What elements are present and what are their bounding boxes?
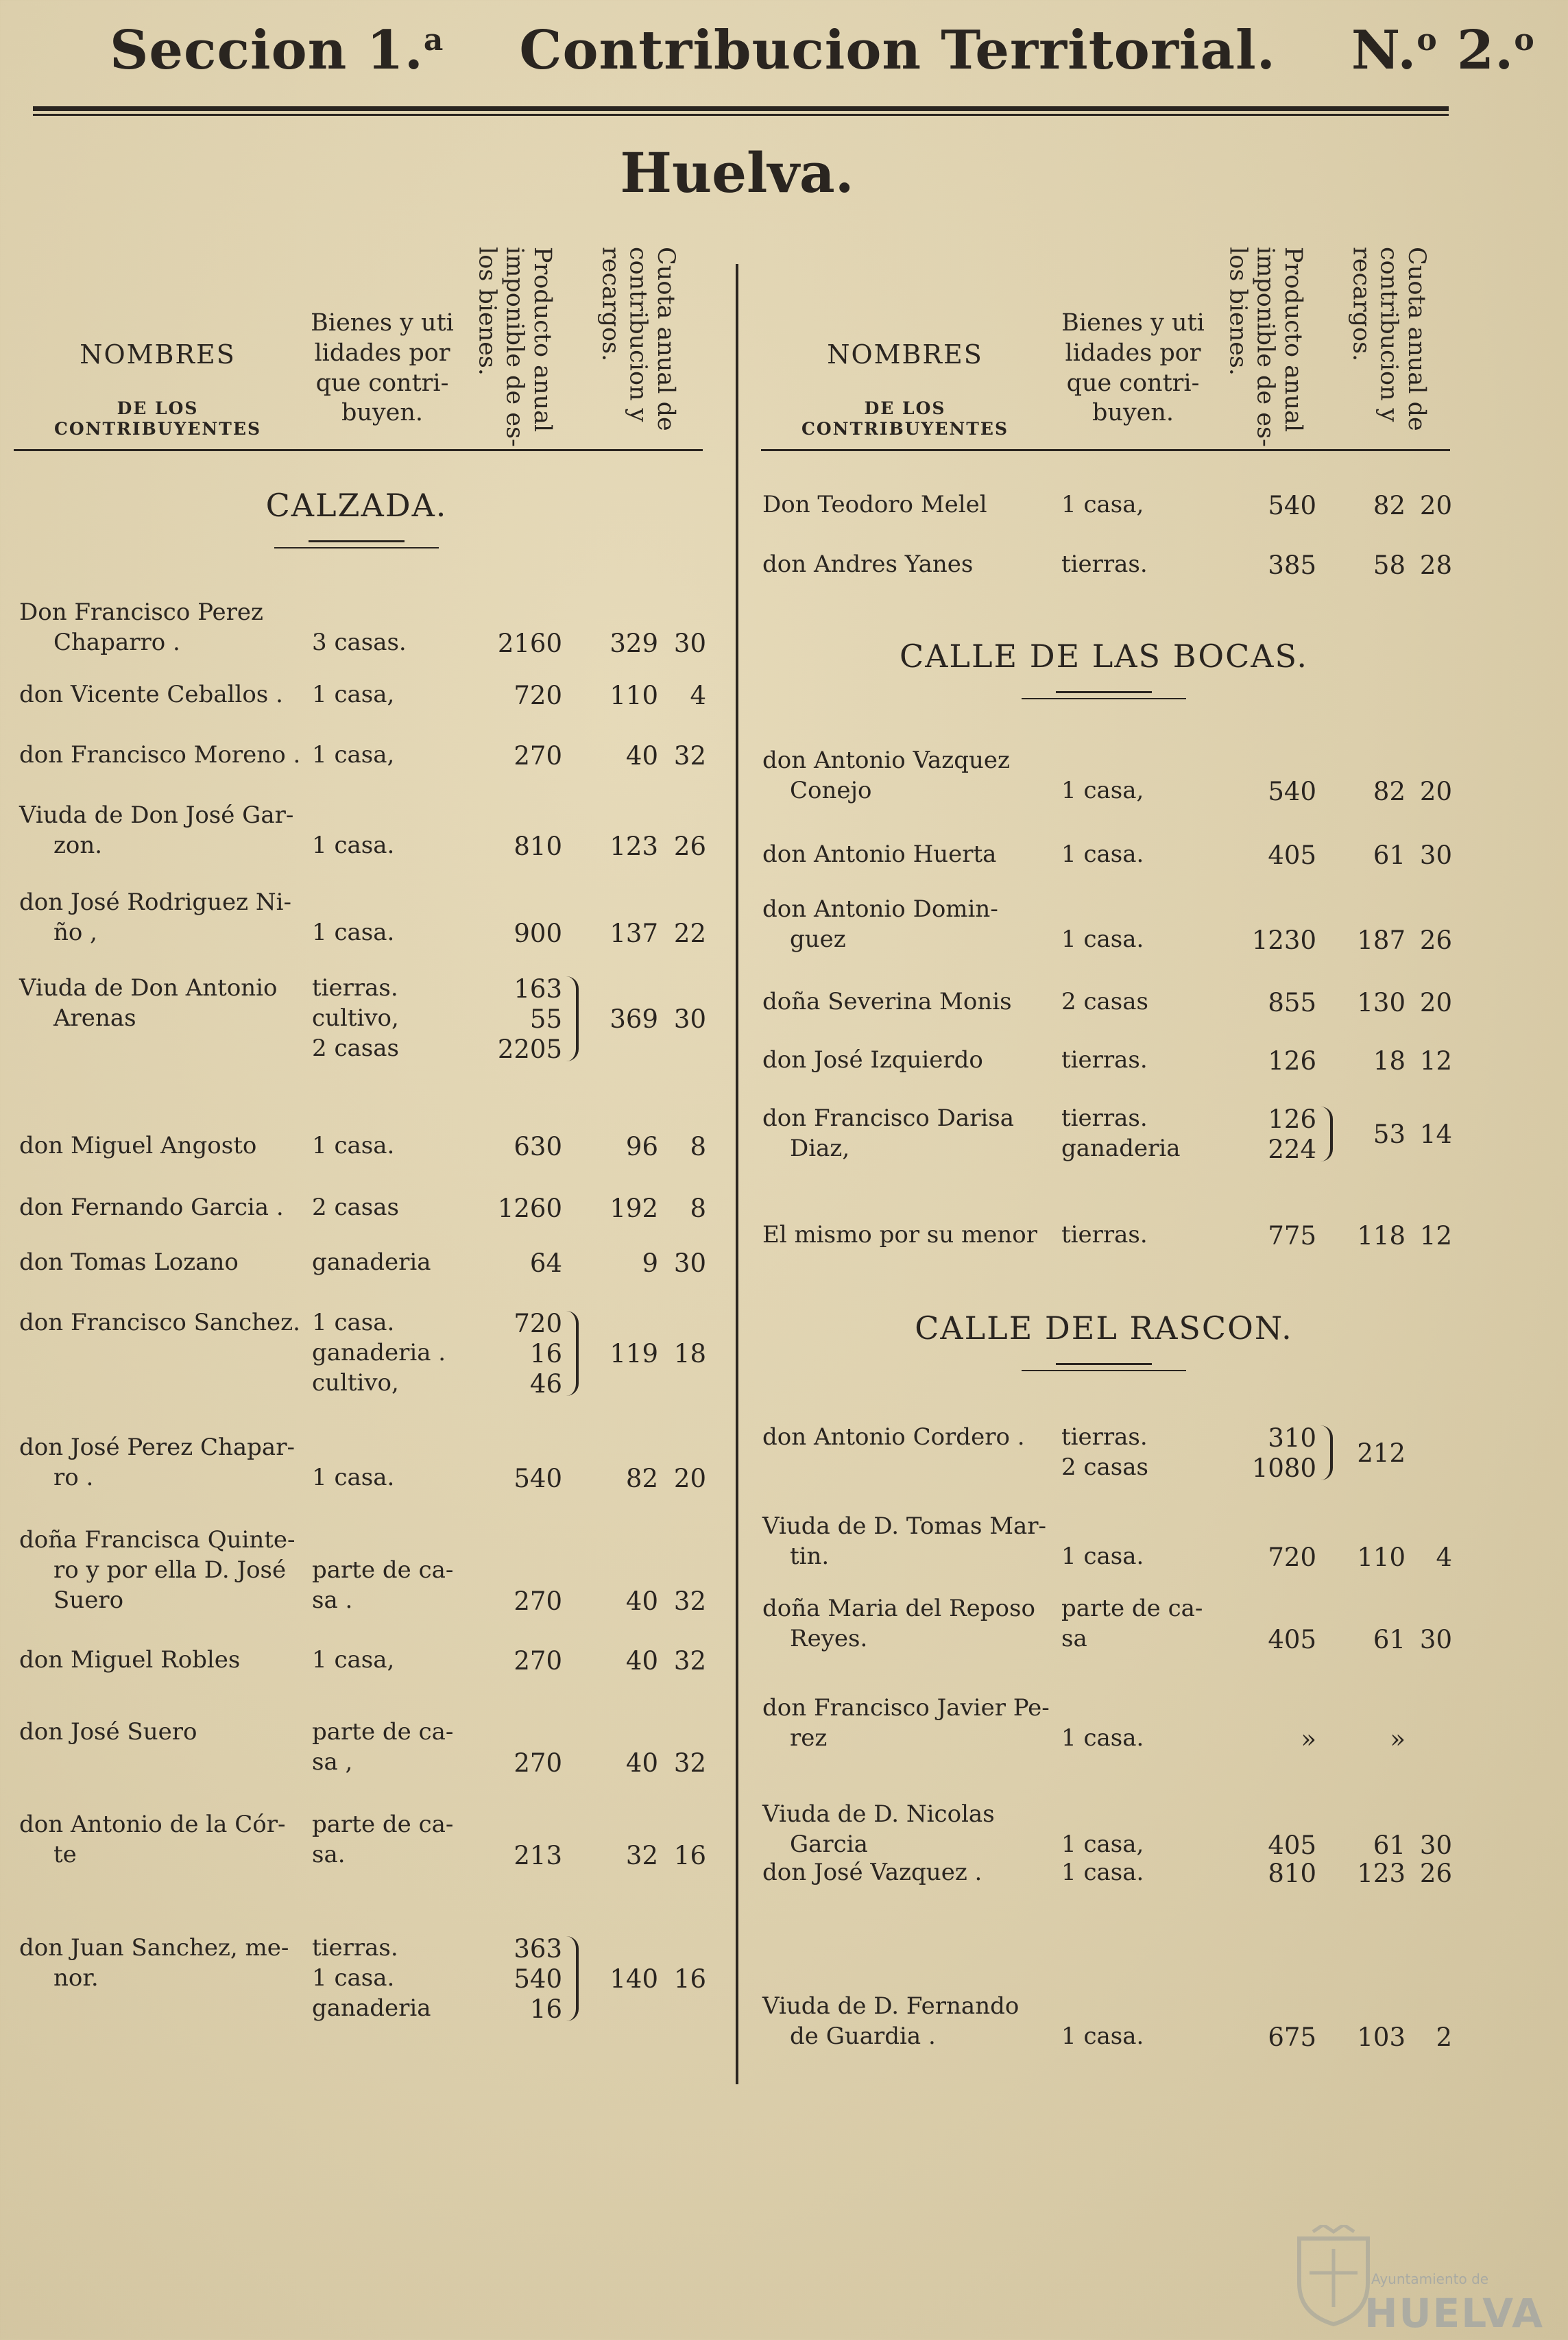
producto-value: 64 <box>529 1249 562 1278</box>
contribuyente-name: Viuda de D. Fernando <box>762 1992 1020 2020</box>
contribuyente-name: Chaparro . <box>53 629 180 656</box>
producto-value: 720 <box>1268 1543 1316 1572</box>
producto-value: » <box>1301 1724 1316 1754</box>
producto-value: 540 <box>1268 491 1316 520</box>
producto-value: 775 <box>1268 1221 1316 1251</box>
left-nombres-header <box>14 339 302 439</box>
bien-description: 3 casas. <box>312 629 407 656</box>
contribucion-label: Contribucion Territorial. <box>519 19 1276 82</box>
cuota-amount: 61 <box>1373 1625 1406 1654</box>
bien-description: tierras. <box>312 1934 398 1962</box>
producto-value: 270 <box>514 741 562 771</box>
bien-description: 2 casas <box>312 1194 399 1221</box>
producto-value: 310 <box>1268 1423 1316 1453</box>
producto-value: 55 <box>529 1004 562 1034</box>
cuota-fraction: 8 <box>690 1132 706 1161</box>
cuota-fraction: 32 <box>673 741 706 771</box>
contribuyente-name: Viuda de Don Antonio <box>19 974 278 1002</box>
bien-description: 1 casa. <box>1061 2023 1144 2050</box>
bien-description: 1 casa. <box>312 1464 395 1491</box>
cuota-fraction: 4 <box>1436 1543 1452 1572</box>
producto-value: 1230 <box>1251 926 1316 955</box>
producto-value: 163 <box>514 974 562 1004</box>
section-ornament <box>274 547 439 548</box>
right-header-rule <box>761 449 1450 451</box>
cuota-fraction: 20 <box>673 1464 706 1493</box>
cuota-fraction: 16 <box>673 1964 706 1994</box>
producto-value: 855 <box>1268 988 1316 1017</box>
bien-description: 1 casa. <box>312 919 395 946</box>
cuota-fraction: 32 <box>673 1646 706 1676</box>
cuota-fraction: 20 <box>1419 777 1452 806</box>
cuota-amount: 40 <box>625 1748 658 1778</box>
cuota-amount: 192 <box>610 1194 658 1223</box>
cuota-amount: 40 <box>625 1587 658 1616</box>
bien-description: tierras. <box>1061 1221 1148 1249</box>
producto-value: 405 <box>1268 1831 1316 1860</box>
contribuyente-name: don Antonio Vazquez <box>762 747 1010 774</box>
document-title <box>110 19 1568 82</box>
contribuyente-name: Conejo <box>790 777 872 804</box>
contribuyente-name: nor. <box>53 1964 99 1992</box>
producto-value: 16 <box>529 1994 562 2024</box>
cuota-fraction: 20 <box>1419 988 1452 1017</box>
bien-description: tierras. <box>1061 1105 1148 1132</box>
cuota-amount: 103 <box>1357 2023 1406 2052</box>
watermark-subtitle: Ayuntamiento de <box>1371 2271 1489 2287</box>
cuota-amount: 123 <box>1357 1859 1406 1888</box>
contribuyente-name: don José Rodriguez Ni- <box>19 889 291 916</box>
cuota-fraction: 32 <box>673 1748 706 1778</box>
bien-description: 2 casas <box>1061 1454 1148 1481</box>
cuota-amount: 53 <box>1373 1120 1406 1149</box>
producto-value: 810 <box>514 832 562 861</box>
cuota-amount: 61 <box>1373 841 1406 870</box>
contribuyente-name: don Fernando Garcia . <box>19 1194 284 1221</box>
cuota-fraction: 30 <box>673 629 706 658</box>
contribuyente-name: Viuda de D. Tomas Mar- <box>762 1512 1047 1540</box>
bien-description: ganaderia <box>312 1249 431 1276</box>
bien-description: 1 casa. <box>1061 1859 1144 1886</box>
left-producto-header: Producto anual imponible de es- los bienes. <box>473 247 556 447</box>
cuota-fraction: 30 <box>1419 1831 1452 1860</box>
producto-value: 1260 <box>497 1194 562 1223</box>
cuota-fraction: 26 <box>673 832 706 861</box>
cuota-amount: 32 <box>625 1841 658 1870</box>
cuota-fraction: 30 <box>1419 841 1452 870</box>
bien-description: 1 casa. <box>312 1132 395 1159</box>
cuota-amount: 118 <box>1357 1221 1406 1251</box>
contribuyente-name: don Antonio de la Cór- <box>19 1811 286 1838</box>
bien-description: 1 casa, <box>312 1646 395 1674</box>
town-title: Huelva. <box>620 141 854 205</box>
cuota-fraction: 4 <box>690 681 706 710</box>
bien-description: sa . <box>312 1587 353 1614</box>
contribuyente-name: don Antonio Cordero . <box>762 1423 1025 1451</box>
producto-value: 126 <box>1268 1046 1316 1076</box>
producto-value: 405 <box>1268 1625 1316 1654</box>
contribuyente-name: don Andres Yanes <box>762 551 974 578</box>
contribuyente-name: doña Maria del Reposo <box>762 1595 1035 1622</box>
bien-description: cultivo, <box>312 1369 399 1397</box>
cuota-amount: 82 <box>1373 491 1406 520</box>
bien-description: sa , <box>312 1748 353 1776</box>
cuota-amount: 369 <box>610 1004 658 1034</box>
section-ornament <box>1056 691 1152 693</box>
bien-description: 1 casa, <box>1061 1831 1144 1858</box>
contribuyente-name: Garcia <box>790 1831 868 1858</box>
bien-description: ganaderia <box>1061 1135 1181 1162</box>
cuota-amount: 82 <box>1373 777 1406 806</box>
bien-description: 1 casa, <box>1061 491 1144 518</box>
bien-description: sa. <box>312 1841 346 1868</box>
bien-description: ganaderia . <box>312 1339 446 1366</box>
producto-value: 540 <box>1268 777 1316 806</box>
bien-description: 1 casa, <box>312 741 395 769</box>
producto-value: 405 <box>1268 841 1316 870</box>
producto-value: 385 <box>1268 551 1316 580</box>
cuota-fraction: 30 <box>673 1004 706 1034</box>
cuota-amount: » <box>1390 1724 1406 1754</box>
cuota-amount: 40 <box>625 741 658 771</box>
contribuyente-name: Viuda de D. Nicolas <box>762 1800 995 1828</box>
cuota-fraction: 12 <box>1419 1046 1452 1076</box>
numero-label: N.$^o$ 2.$^o$ <box>1351 19 1535 82</box>
producto-value: 16 <box>529 1339 562 1368</box>
bien-description: 1 casa. <box>312 1309 395 1336</box>
left-cuota-header: Cuota anual de contribucion y recargos. <box>596 247 679 431</box>
nombres-label: NOMBRES <box>80 339 236 370</box>
bien-description: 2 casas <box>312 1035 399 1062</box>
bien-description: 1 casa. <box>1061 1724 1144 1752</box>
header-rule <box>33 106 1449 111</box>
right-cuota-header: Cuota anual de contribucion y recargos. <box>1347 247 1430 431</box>
bien-description: tierras. <box>1061 551 1148 578</box>
bien-description: parte de ca- <box>1061 1595 1203 1622</box>
contribuyente-name: don Vicente Ceballos . <box>19 681 283 708</box>
bien-description: 2 casas <box>1061 988 1148 1015</box>
contribuyente-name: tin. <box>790 1543 830 1570</box>
producto-value: 270 <box>514 1748 562 1778</box>
contribuyente-name: don Francisco Moreno . <box>19 741 301 769</box>
right-producto-header: Producto anual imponible de es- los bienes. <box>1224 247 1307 447</box>
cuota-fraction: 30 <box>1419 1625 1452 1654</box>
section-heading: CALZADA. <box>265 487 448 524</box>
cuota-fraction: 16 <box>673 1841 706 1870</box>
cuota-amount: 58 <box>1373 551 1406 580</box>
contribuyente-name: ño , <box>53 919 97 946</box>
producto-value: 46 <box>529 1369 562 1399</box>
producto-value: 126 <box>1268 1105 1316 1134</box>
contribuyente-name: doña Francisca Quinte- <box>19 1526 295 1554</box>
right-bienes-header: Bienes y uti lidades por que contri- buyen. <box>1061 309 1205 427</box>
bien-description: 1 casa. <box>1061 926 1144 953</box>
left-header-rule <box>14 449 703 451</box>
contribuyente-name: ro . <box>53 1464 94 1491</box>
left-bienes-header: Bienes y uti lidades por que contri- buyen. <box>311 309 454 427</box>
seccion-label: Seccion 1.$^a$ <box>110 19 444 82</box>
contribuyente-name: don Antonio Domin- <box>762 895 998 923</box>
producto-value: 540 <box>514 1964 562 1994</box>
cuota-amount: 18 <box>1373 1046 1406 1076</box>
cuota-fraction: 8 <box>690 1194 706 1223</box>
contribuyente-name: don José Vazquez . <box>762 1859 982 1886</box>
bien-description: tierras. <box>312 974 398 1002</box>
producto-value: 2205 <box>497 1035 562 1064</box>
bien-description: tierras. <box>1061 1046 1148 1074</box>
producto-value: 540 <box>514 1464 562 1493</box>
bien-description: 1 casa, <box>312 681 395 708</box>
contribuyente-name: don José Perez Chapar- <box>19 1434 295 1461</box>
contribuyente-name: don José Suero <box>19 1718 197 1746</box>
header-rule-thin <box>33 114 1449 116</box>
cuota-fraction: 22 <box>673 919 706 948</box>
contribuyente-name: Don Teodoro Melel <box>762 491 987 518</box>
cuota-amount: 61 <box>1373 1831 1406 1860</box>
producto-value: 900 <box>514 919 562 948</box>
contribuyente-name: don Miguel Angosto <box>19 1132 257 1159</box>
contribuyente-name: don Miguel Robles <box>19 1646 241 1674</box>
contribuyente-name: don Francisco Javier Pe- <box>762 1694 1050 1722</box>
producto-value: 720 <box>514 681 562 710</box>
contribuyente-name: zon. <box>53 832 103 859</box>
section-ornament <box>1022 1370 1186 1371</box>
section-ornament <box>309 540 405 542</box>
cuota-amount: 110 <box>1357 1543 1406 1572</box>
bien-description: parte de ca- <box>312 1718 454 1746</box>
contribuyente-name: rez <box>790 1724 828 1752</box>
cuota-fraction: 26 <box>1419 926 1452 955</box>
cuota-amount: 130 <box>1357 988 1406 1017</box>
cuota-fraction: 28 <box>1419 551 1452 580</box>
cuota-fraction: 30 <box>673 1249 706 1278</box>
producto-value: 630 <box>514 1132 562 1161</box>
cuota-amount: 40 <box>625 1646 658 1676</box>
cuota-amount: 96 <box>625 1132 658 1161</box>
bien-description: parte de ca- <box>312 1811 454 1838</box>
cuota-amount: 123 <box>610 832 658 861</box>
column-divider <box>736 264 738 2084</box>
bien-description: tierras. <box>1061 1423 1148 1451</box>
contribuyente-name: Suero <box>53 1587 124 1614</box>
cuota-amount: 9 <box>642 1249 658 1278</box>
contribuyente-name: El mismo por su menor <box>762 1221 1038 1249</box>
producto-value: 224 <box>1268 1135 1316 1164</box>
producto-value: 270 <box>514 1646 562 1676</box>
contribuyentes-label: DE LOS CONTRIBUYENTES <box>54 398 261 439</box>
cuota-fraction: 2 <box>1436 2023 1452 2052</box>
contribuyente-name: Diaz, <box>790 1135 850 1162</box>
cuota-fraction: 26 <box>1419 1859 1452 1888</box>
bien-description: 1 casa. <box>312 832 395 859</box>
cuota-amount: 140 <box>610 1964 658 1994</box>
producto-value: 1080 <box>1251 1454 1316 1483</box>
producto-value: 213 <box>514 1841 562 1870</box>
bien-description: 1 casa, <box>1061 777 1144 804</box>
contribuyente-name: don Juan Sanchez, me- <box>19 1934 289 1962</box>
page-header <box>0 0 1568 137</box>
contribuyente-name: Viuda de Don José Gar- <box>19 801 294 829</box>
cuota-amount: 187 <box>1357 926 1406 955</box>
cuota-amount: 110 <box>610 681 658 710</box>
cuota-fraction: 20 <box>1419 491 1452 520</box>
right-nombres-header: NOMBRES DE LOS CONTRIBUYENTES <box>801 339 1009 439</box>
bien-description: parte de ca- <box>312 1556 454 1584</box>
cuota-amount: 212 <box>1357 1438 1406 1468</box>
contribuyente-name: guez <box>790 926 846 953</box>
watermark-text: HUELVA <box>1364 2290 1545 2337</box>
section-heading: CALLE DEL RASCON. <box>915 1310 1293 1347</box>
bien-description: sa <box>1061 1625 1087 1652</box>
section-ornament <box>1056 1363 1152 1365</box>
producto-value: 720 <box>514 1309 562 1338</box>
cuota-fraction: 32 <box>673 1587 706 1616</box>
producto-value: 2160 <box>497 629 562 658</box>
contribuyente-name: don Tomas Lozano <box>19 1249 239 1276</box>
contribuyente-name: Arenas <box>53 1004 136 1032</box>
producto-value: 810 <box>1268 1859 1316 1888</box>
cuota-amount: 329 <box>610 629 658 658</box>
contribuyente-name: te <box>53 1841 77 1868</box>
contribuyente-name: ro y por ella D. José <box>53 1556 287 1584</box>
contribuyente-name: de Guardia . <box>790 2023 936 2050</box>
cuota-fraction: 14 <box>1419 1120 1452 1149</box>
bien-description: cultivo, <box>312 1004 399 1032</box>
producto-value: 270 <box>514 1587 562 1616</box>
bien-description: ganaderia <box>312 1994 431 2022</box>
bien-description: 1 casa. <box>1061 841 1144 868</box>
cuota-fraction: 12 <box>1419 1221 1452 1251</box>
producto-value: 675 <box>1268 2023 1316 2052</box>
cuota-amount: 119 <box>610 1339 658 1368</box>
contribuyente-name: don Francisco Sanchez. <box>19 1309 300 1336</box>
cuota-fraction: 18 <box>673 1339 706 1368</box>
contribuyente-name: Don Francisco Perez <box>19 599 263 626</box>
contribuyente-name: don José Izquierdo <box>762 1046 983 1074</box>
bien-description: 1 casa. <box>312 1964 395 1992</box>
contribuyente-name: doña Severina Monis <box>762 988 1012 1015</box>
section-ornament <box>1022 698 1186 699</box>
cuota-amount: 137 <box>610 919 658 948</box>
contribuyente-name: don Antonio Huerta <box>762 841 997 868</box>
producto-value: 363 <box>514 1934 562 1964</box>
section-heading: CALLE DE LAS BOCAS. <box>900 638 1308 675</box>
cuota-amount: 82 <box>625 1464 658 1493</box>
contribuyente-name: don Francisco Darisa <box>762 1105 1015 1132</box>
bien-description: 1 casa. <box>1061 1543 1144 1570</box>
contribuyente-name: Reyes. <box>790 1625 868 1652</box>
